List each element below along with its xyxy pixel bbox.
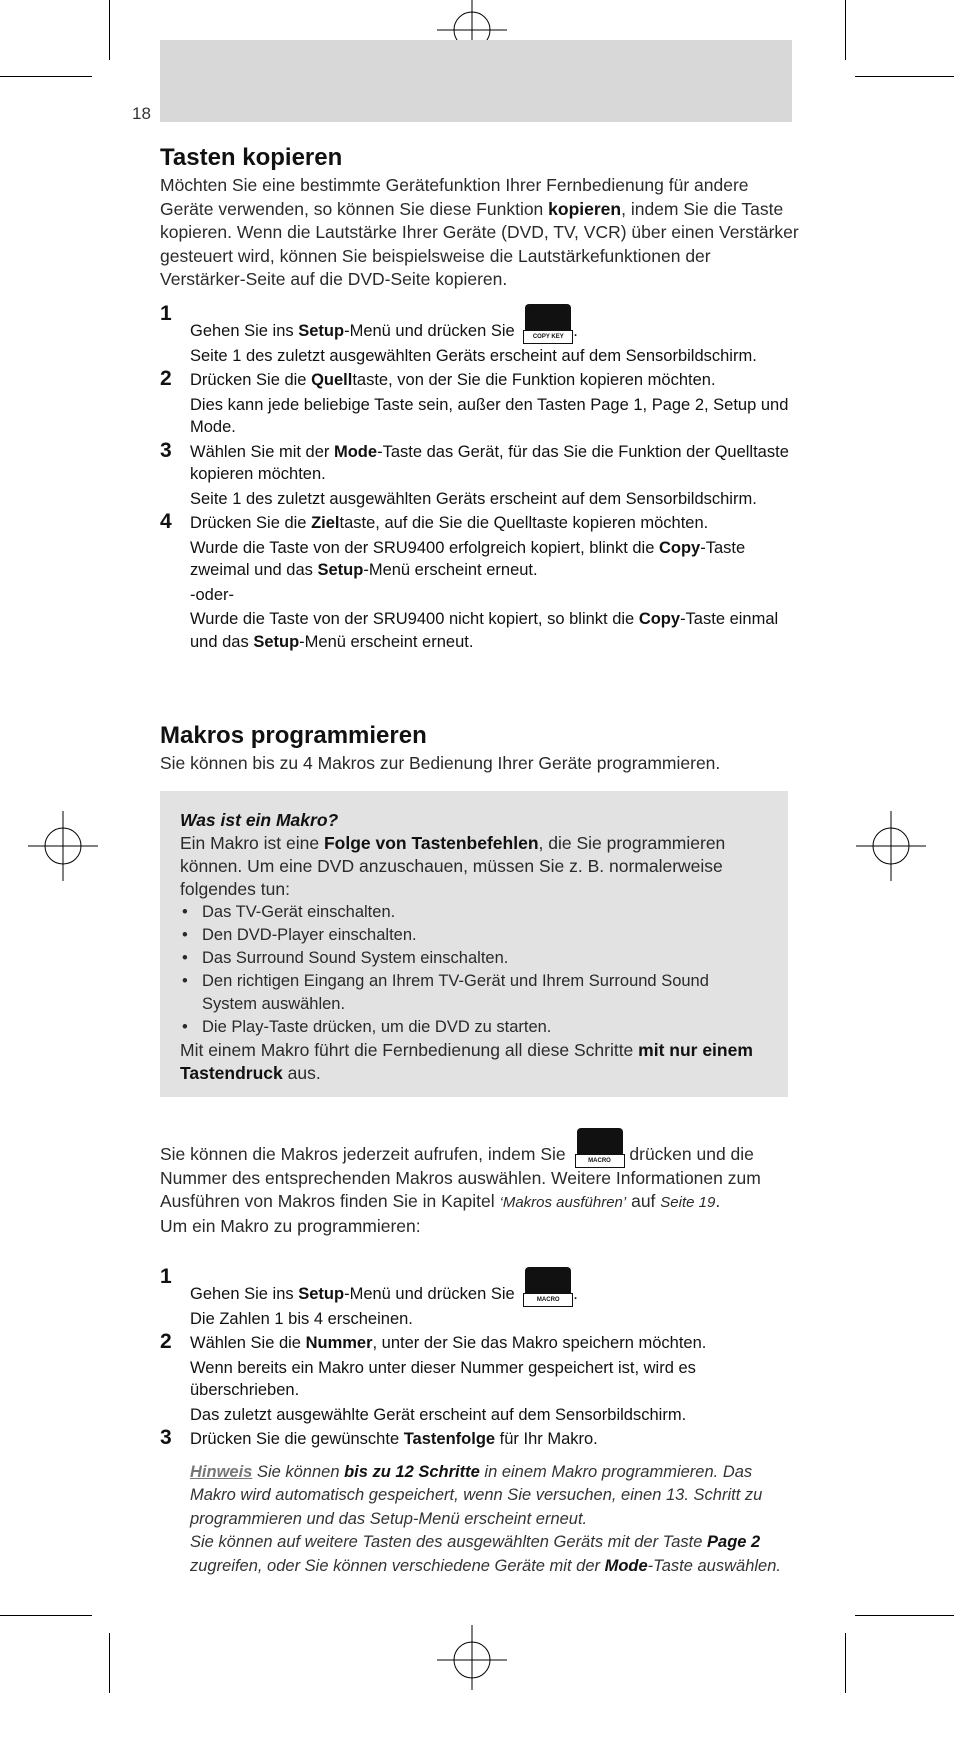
list-item: • Die Play-Taste drücken, um die DVD zu starten. xyxy=(182,1018,552,1036)
info-box-text: Ein Makro ist eine Folge von Tastenbefehlen, die Sie programmieren können. Um eine DVD anzuschauen, müssen Sie z. B. normalerweise folgendes tun: xyxy=(180,833,726,899)
registration-mark-icon xyxy=(28,811,98,881)
list-item: • Das Surround Sound System einschalten. xyxy=(182,949,509,967)
crop-mark xyxy=(845,0,846,60)
list-item: • Den richtigen Eingang an Ihrem TV-Gerät und Ihrem Surround Sound System auswählen. xyxy=(182,972,709,1013)
step-item: 1 Gehen Sie ins Setup-Menü und drücken Sie MACRO . Die Zahlen 1 bis 4 erscheinen. xyxy=(160,1265,578,1328)
crop-mark xyxy=(109,1633,110,1693)
step-item: 2 Drücken Sie die Quelltaste, von der Sie die Funktion kopieren möchten. Dies kann jede beliebige Taste sein, außer den Tasten Page 1, Page 2, Setup und Mode. xyxy=(160,367,789,436)
registration-mark-icon xyxy=(437,1625,507,1695)
crop-mark xyxy=(0,1615,92,1616)
section-intro: Sie können bis zu 4 Makros zur Bedienung Ihrer Geräte programmieren. xyxy=(160,753,721,773)
list-item: • Das TV-Gerät einschalten. xyxy=(182,903,396,921)
list-item: • Den DVD-Player einschalten. xyxy=(182,926,417,944)
step-item: 3 Drücken Sie die gewünschte Tastenfolge für Ihr Makro. xyxy=(160,1426,598,1449)
macro-call-text: Sie können die Makros jederzeit aufrufen, indem Sie MACRO drücken und die Nummer des entsprechenden Makros auswählen. Weitere Informationen zum Ausführen von Makros finden Sie in Kapitel ‘Makros ausführen’ auf Seite 19. Um ein Makro zu programmieren: xyxy=(160,1128,800,1238)
section-intro: Möchten Sie eine bestimmte Gerätefunktion Ihrer Fernbedienung für andere Geräte verwenden, so können Sie diese Funktion kopieren, indem Sie die Taste kopieren. Wenn die Lautstärke Ihrer Geräte (DVD, TV, VCR) über einen Verstärker gesteuert wird, können Sie beispielsweise die Lautstärkefunktionen der Verstärker-Seite auf die DVD-Seite kopieren. xyxy=(160,175,799,289)
macro-key-icon: MACRO xyxy=(523,1267,573,1305)
crop-mark xyxy=(855,1615,954,1616)
info-box-list xyxy=(180,901,768,1039)
section-title: Makros programmieren xyxy=(160,722,427,749)
hint-note: Hinweis Sie können bis zu 12 Schritte in einem Makro programmieren. Das Makro wird automatisch gespeichert, wenn Sie versuchen, einen 13. Schritt zu programmieren und das Setup-Menü erscheint erneut. Sie können auf weitere Tasten des ausgewählten Geräts mit der Taste Page 2 zugreifen, oder Sie können verschiedene Geräte mit der Mode-Taste auswählen. xyxy=(190,1462,781,1575)
macro-key-icon: MACRO xyxy=(575,1128,625,1166)
info-box-question: Was ist ein Makro? xyxy=(180,810,339,830)
info-box xyxy=(160,791,788,1097)
crop-mark xyxy=(109,0,110,60)
page-number: 18 xyxy=(132,104,151,123)
copy-section xyxy=(160,144,800,292)
crop-mark xyxy=(845,1633,846,1693)
step-item: 1 Gehen Sie ins Setup-Menü und drücken Sie COPY KEY . Seite 1 des zuletzt ausgewählten Geräts erscheint auf dem Sensorbildschirm. xyxy=(160,302,757,365)
info-box-text: Mit einem Makro führt die Fernbedienung all diese Schritte mit nur einem Tastendruck aus. xyxy=(180,1040,753,1083)
macro-section xyxy=(160,722,800,776)
macro-steps xyxy=(160,1265,800,1578)
step-item: 3 Wählen Sie mit der Mode-Taste das Gerät, für das Sie die Funktion der Quelltaste kopieren möchten. Seite 1 des zuletzt ausgewählten Geräts erscheint auf dem Sensorbildschirm. xyxy=(160,438,789,508)
step-item: 4 Drücken Sie die Zieltaste, auf die Sie die Quelltaste kopieren möchten. Wurde die Taste von der SRU9400 erfolgreich kopiert, blinkt die Copy-Taste zweimal und das Setup-Menü erscheint erneut. -oder- Wurde die Taste von der SRU9400 nicht kopiert, so blinkt die Copy-Taste einmal und das Setup-Menü erscheint erneut. xyxy=(160,510,779,651)
crop-mark xyxy=(855,76,954,77)
copy-key-icon: COPY KEY xyxy=(523,304,573,342)
header-band xyxy=(160,40,792,122)
crop-mark xyxy=(0,76,92,77)
copy-steps xyxy=(160,302,800,655)
registration-mark-icon xyxy=(856,811,926,881)
section-title: Tasten kopieren xyxy=(160,144,343,171)
step-item: 2 Wählen Sie die Nummer, unter der Sie das Makro speichern möchten. Wenn bereits ein Makro unter dieser Nummer gespeichert ist, wird es überschrieben. Das zuletzt ausgewählte Gerät erscheint auf dem Sensorbildschirm. xyxy=(160,1330,707,1424)
